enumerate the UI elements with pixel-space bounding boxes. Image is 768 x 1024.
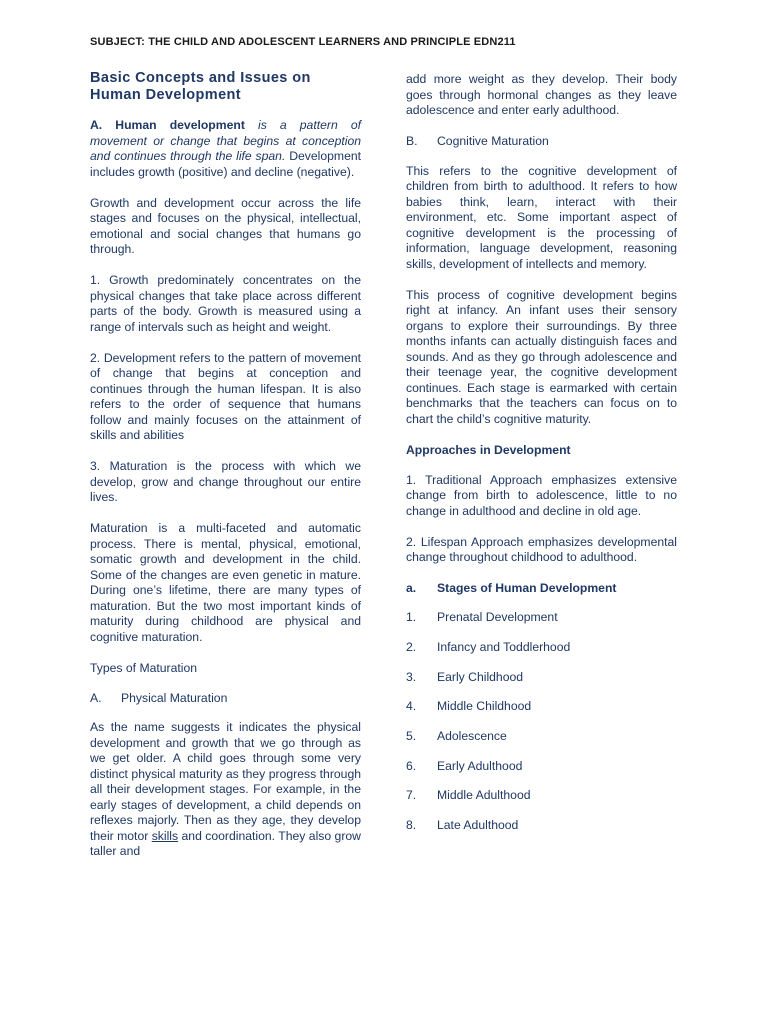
list-label: Infancy and Toddlerhood <box>437 639 571 654</box>
document-header: SUBJECT: THE CHILD AND ADOLESCENT LEARNERS AND PRINCIPLE EDN211 <box>90 36 516 48</box>
list-number: 4. <box>406 699 417 714</box>
physical-maturation-paragraph <box>90 720 361 860</box>
definition-rest: Development includes growth (positive) and decline (negative). <box>90 149 362 179</box>
definition-term: A. Human development <box>90 118 245 132</box>
list-number: B. <box>406 134 418 148</box>
maturation-detail-paragraph: Maturation is a multi-faceted and automatic process. There is mental, physical, emotional, somatic growth and development in the child. Some of the changes are even genetic in mature. During one’s lifetime, there are many types of maturation. But the two most important kinds of maturity during childhood are physical and cognitive maturation. <box>90 521 361 644</box>
list-label: Early Childhood <box>437 669 524 684</box>
list-item <box>406 818 677 834</box>
list-number: 6. <box>406 758 417 773</box>
list-number: 8. <box>406 818 417 832</box>
skills-link[interactable]: skills <box>151 828 179 843</box>
list-item <box>406 610 677 626</box>
list-label: Late Adulthood <box>437 818 519 832</box>
right-column <box>406 72 677 848</box>
list-number: A. <box>90 690 102 705</box>
list-number: 3. <box>406 669 417 684</box>
list-item <box>406 699 677 715</box>
maturation-paragraph: 3. Maturation is the process with which we develop, grow and change throughout our entire lives. <box>90 459 361 504</box>
physical-continued-paragraph: add more weight as they develop. Their body goes through hormonal changes as they leave adolescence and enter early adulthood. <box>406 72 677 117</box>
left-column <box>90 70 361 875</box>
growth-paragraph: 1. Growth predominately concentrates on the physical changes that take place across different parts of the body. Growth is measured using a range of intervals such as height and weight. <box>90 273 361 334</box>
list-item <box>406 729 677 745</box>
list-number: 1. <box>406 610 417 625</box>
cognitive-paragraph-2: This process of cognitive development begins right at infancy. An infant uses their sensory organs to explore their surroundings. By three months infants can actually distinguish faces and sounds. And as they go through adolescence and their teenage year, the cognitive development continues. Each stage is earmarked with certain benchmarks that the teachers can focus on to chart the child’s cognitive maturity. <box>406 287 677 426</box>
cognitive-paragraph-1: This refers to the cognitive development of children from birth to adulthood. It refers to how babies think, learn, interact with their environment, etc. Some important aspect of cognitive development is the processing of information, language development, reasoning skills, development of intellects and memory. <box>406 163 677 271</box>
list-number: 7. <box>406 788 417 803</box>
list-label: Middle Adulthood <box>437 788 531 803</box>
document-title: Basic Concepts and Issues on Human Development <box>90 70 311 103</box>
list-label: Adolescence <box>437 728 507 743</box>
list-label: Middle Childhood <box>437 699 532 714</box>
list-number: 2. <box>406 639 417 654</box>
list-label: Early Adulthood <box>437 758 523 773</box>
types-of-maturation-heading: Types of Maturation <box>90 660 198 675</box>
stages-heading <box>406 581 677 597</box>
lifespan-approach-paragraph: 2. Lifespan Approach emphasizes developmental change throughout childhood to adulthood. <box>406 534 677 565</box>
paragraph-text: As the name suggests it indicates the physical development and growth that we go through as we get older. A child goes through some very distinct physical maturity as they progress through all their development stages. For example, in the early stages of development, a child depends on reflexes majorly. Then as they age, they develop their motor <box>90 720 361 843</box>
list-item <box>406 640 677 656</box>
traditional-approach-paragraph: 1. Traditional Approach emphasizes extensive change from birth to adolescence, little to no change in adulthood and decline in old age. <box>406 472 677 518</box>
development-paragraph: 2. Development refers to the pattern of movement of change that begins at conception and continues through the human lifespan. It is also refers to the order of sequence that humans follow and mainly focuses on the attainment of skills and abilities <box>90 350 361 442</box>
physical-maturation-heading <box>90 691 361 707</box>
cognitive-maturation-heading <box>406 134 677 150</box>
growth-development-paragraph: Growth and development occur across the life stages and focuses on the physical, intellectual, emotional and social changes that humans go through. <box>90 195 361 256</box>
list-number: 5. <box>406 728 417 743</box>
stages-list <box>406 610 677 833</box>
approaches-heading: Approaches in Development <box>406 442 571 457</box>
list-label: Physical Maturation <box>121 690 228 705</box>
definition-text: is a pattern of movement or change that begins at conception and continues through the life span. <box>90 118 361 163</box>
list-item <box>406 788 677 804</box>
paragraph-text-continued: and coordination. They also grow taller and <box>90 828 361 859</box>
list-item <box>406 759 677 775</box>
list-label: Prenatal Development <box>437 610 558 625</box>
list-label: Cognitive Maturation <box>437 134 549 148</box>
definition-paragraph <box>90 118 361 180</box>
list-item <box>406 670 677 686</box>
list-label: Stages of Human Development <box>437 581 617 596</box>
list-number: a. <box>406 581 417 596</box>
